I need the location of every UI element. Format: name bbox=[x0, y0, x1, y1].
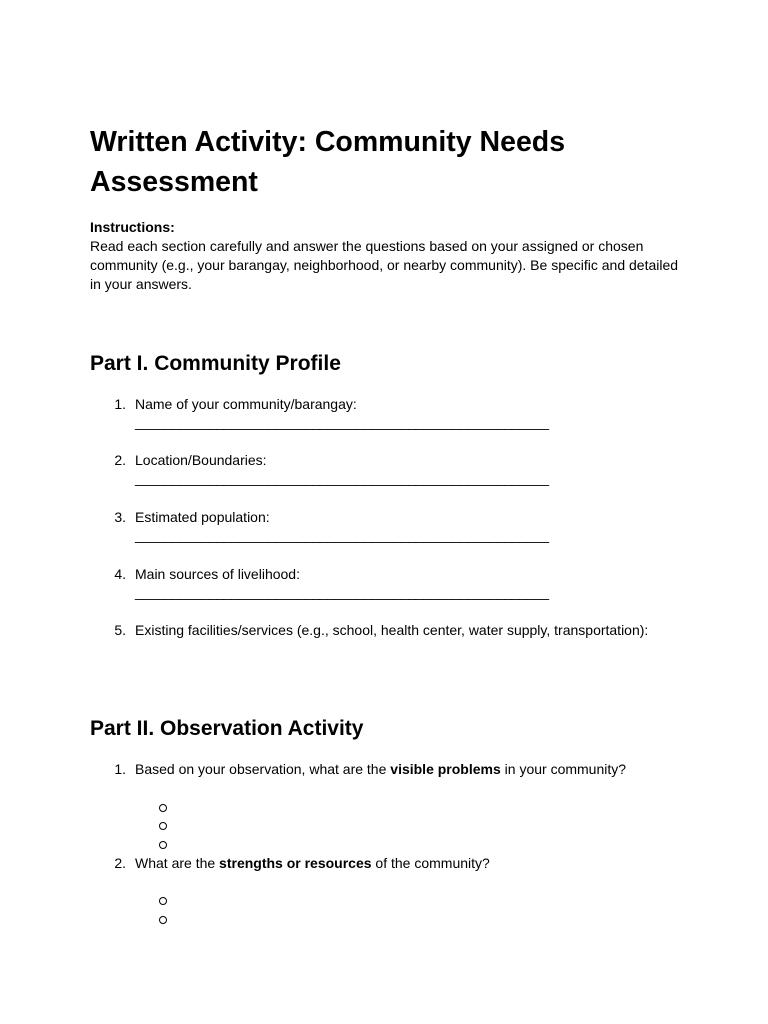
answer-blank[interactable]: ________________________________________________________ bbox=[135, 470, 549, 486]
item-question: Existing facilities/services (e.g., school, health center, water supply, transportation): bbox=[135, 622, 649, 638]
question-text: in your community? bbox=[500, 761, 627, 777]
question-text: Based on your observation, what are the bbox=[135, 761, 391, 777]
answer-blank[interactable]: ________________________________________________________ bbox=[135, 584, 549, 600]
circle-bullet-icon bbox=[159, 804, 167, 812]
question-text: of the community? bbox=[371, 855, 490, 871]
item-question bbox=[135, 854, 490, 873]
item-number: 3. bbox=[114, 509, 126, 525]
item-number: 2. bbox=[114, 452, 126, 468]
circle-bullet-icon bbox=[159, 897, 167, 905]
circle-bullet-icon bbox=[159, 841, 167, 849]
item-number: 2. bbox=[114, 855, 126, 871]
item-question: Main sources of livelihood: bbox=[135, 566, 300, 582]
item-question: Location/Boundaries: bbox=[135, 452, 267, 468]
part1-heading: Part I. Community Profile bbox=[90, 352, 341, 375]
circle-bullet-icon bbox=[159, 822, 167, 830]
instructions-label: Instructions: bbox=[90, 219, 175, 235]
item-number: 4. bbox=[114, 566, 126, 582]
part2-heading: Part II. Observation Activity bbox=[90, 717, 364, 740]
item-number: 5. bbox=[114, 622, 126, 638]
item-number: 1. bbox=[114, 761, 126, 777]
instructions-text: Read each section carefully and answer the questions based on your assigned or chosen community (e.g., your barangay, neighborhood, or nearby community). Be specific and detailed in your answers. bbox=[90, 238, 679, 292]
answer-blank[interactable]: ________________________________________________________ bbox=[135, 414, 549, 430]
page-title: Written Activity: Community Needs Assessment bbox=[90, 126, 566, 198]
item-question: Name of your community/barangay: bbox=[135, 396, 357, 412]
circle-bullet-icon bbox=[159, 916, 167, 924]
question-emphasis: strengths or resources bbox=[219, 855, 372, 871]
item-question bbox=[135, 760, 626, 779]
question-emphasis: visible problems bbox=[390, 761, 501, 777]
item-number: 1. bbox=[114, 396, 126, 412]
answer-blank[interactable]: ________________________________________________________ bbox=[135, 527, 549, 543]
item-question: Estimated population: bbox=[135, 509, 270, 525]
question-text: What are the bbox=[135, 855, 220, 871]
